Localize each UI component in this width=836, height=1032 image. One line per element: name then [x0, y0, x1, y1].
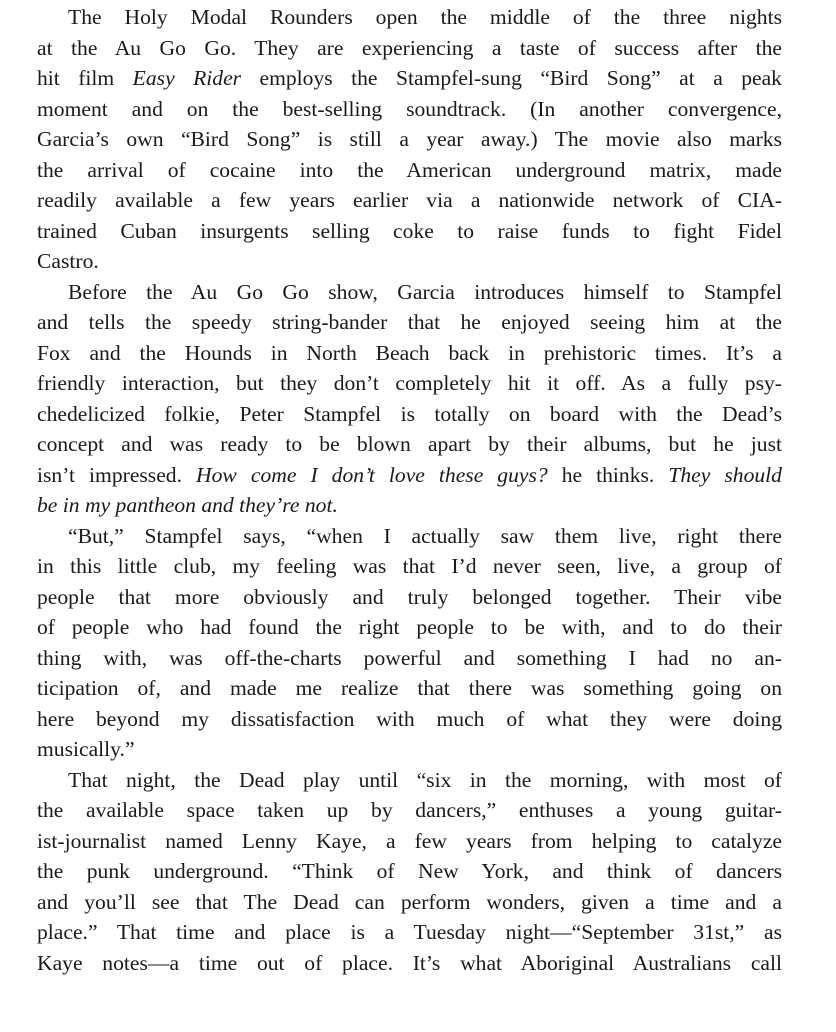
text-run: at the Au Go Go. They are experiencing a taste of success after the — [37, 35, 782, 60]
text-line — [37, 94, 782, 125]
text-run: Castro. — [37, 249, 99, 273]
text-line — [37, 704, 782, 735]
text-run: The Holy Modal Rounders open the middle of the three nights — [68, 5, 782, 29]
text-run: trained Cuban insurgents selling coke to raise funds to fight Fidel — [37, 218, 782, 243]
paragraph — [37, 2, 782, 277]
text-run: and you’ll see that The Dead can perform wonders, given a time and a — [37, 889, 782, 914]
italic-text: Easy Rider — [132, 66, 242, 90]
italic-text: be in my pantheon and they’re not. — [37, 493, 338, 517]
paragraph — [37, 521, 782, 765]
text-line — [37, 307, 782, 338]
text-run: That night, the Dead play until “six in the morning, with most of — [68, 767, 782, 792]
text-line — [37, 551, 782, 582]
text-run: Kaye notes—a time out of place. It’s what Aboriginal Australians call — [37, 950, 782, 975]
text-line — [37, 734, 782, 765]
text-line — [37, 216, 782, 247]
italic-text: They should — [668, 462, 782, 487]
text-line — [37, 917, 782, 948]
text-run: isn’t impressed. — [37, 462, 197, 487]
text-line — [37, 277, 782, 308]
text-line — [37, 429, 782, 460]
text-run: ist-journalist named Lenny Kaye, a few years from helping to catalyze — [37, 828, 782, 853]
text-line — [37, 399, 782, 430]
text-line — [37, 246, 782, 277]
text-line — [37, 124, 782, 155]
book-page — [37, 0, 782, 978]
text-line — [37, 673, 782, 704]
text-run: thing with, was off-the-charts powerful and something I had no an- — [37, 645, 782, 670]
text-run: moment and on the best-selling soundtrack. (In another convergence, — [37, 96, 782, 121]
text-run: people that more obviously and truly belonged together. Their vibe — [37, 584, 782, 609]
text-line — [37, 490, 782, 521]
text-run: “But,” Stampfel says, “when I actually saw them live, right there — [68, 523, 782, 548]
text-line — [37, 856, 782, 887]
text-line — [37, 612, 782, 643]
text-run: the arrival of cocaine into the American underground matrix, made — [37, 157, 782, 182]
text-line — [37, 887, 782, 918]
text-run: of people who had found the right people to be with, and to do their — [37, 615, 782, 639]
text-run: the punk underground. “Think of New York, and think of dancers — [37, 859, 782, 883]
text-run: place.” That time and place is a Tuesday night—“September 31st,” as — [37, 920, 782, 944]
text-run: ticipation of, and made me realize that there was something going on — [37, 676, 782, 700]
text-line — [37, 460, 782, 491]
text-line — [37, 765, 782, 796]
text-line — [37, 33, 782, 64]
text-line — [37, 63, 782, 94]
text-line — [37, 2, 782, 33]
paragraph — [37, 765, 782, 979]
text-line — [37, 368, 782, 399]
text-run: here beyond my dissatisfaction with much of what they were doing — [37, 706, 782, 731]
text-line — [37, 826, 782, 857]
text-line — [37, 948, 782, 979]
text-run: musically.” — [37, 737, 135, 761]
text-run: Garcia’s own “Bird Song” is still a year away.) The movie also marks — [37, 127, 782, 151]
text-run: chedelicized folkie, Peter Stampfel is totally on board with the Dead’s — [37, 401, 782, 426]
paragraph — [37, 277, 782, 521]
text-run: he thinks. — [547, 462, 669, 487]
italic-text: How come I don’t love these guys? — [196, 462, 548, 487]
text-run: Before the Au Go Go show, Garcia introduces himself to Stampfel — [68, 279, 782, 304]
text-run: friendly interaction, but they don’t completely hit it off. As a fully psy- — [37, 371, 782, 395]
text-line — [37, 185, 782, 216]
text-run: the available space taken up by dancers,” enthuses a young guitar- — [37, 798, 782, 822]
text-run: hit film — [37, 66, 133, 90]
text-line — [37, 795, 782, 826]
text-line — [37, 582, 782, 613]
text-run: Fox and the Hounds in North Beach back in prehistoric times. It’s a — [37, 340, 782, 365]
text-line — [37, 521, 782, 552]
text-run: readily available a few years earlier via a nationwide network of CIA- — [37, 188, 782, 212]
text-run: employs the Stampfel-sung “Bird Song” at a peak — [241, 66, 782, 90]
text-run: concept and was ready to be blown apart by their albums, but he just — [37, 432, 782, 456]
text-line — [37, 643, 782, 674]
text-run: and tells the speedy string-bander that he enjoyed seeing him at the — [37, 310, 782, 334]
text-line — [37, 338, 782, 369]
text-line — [37, 155, 782, 186]
text-run: in this little club, my feeling was that I’d never seen, live, a group of — [37, 554, 782, 578]
